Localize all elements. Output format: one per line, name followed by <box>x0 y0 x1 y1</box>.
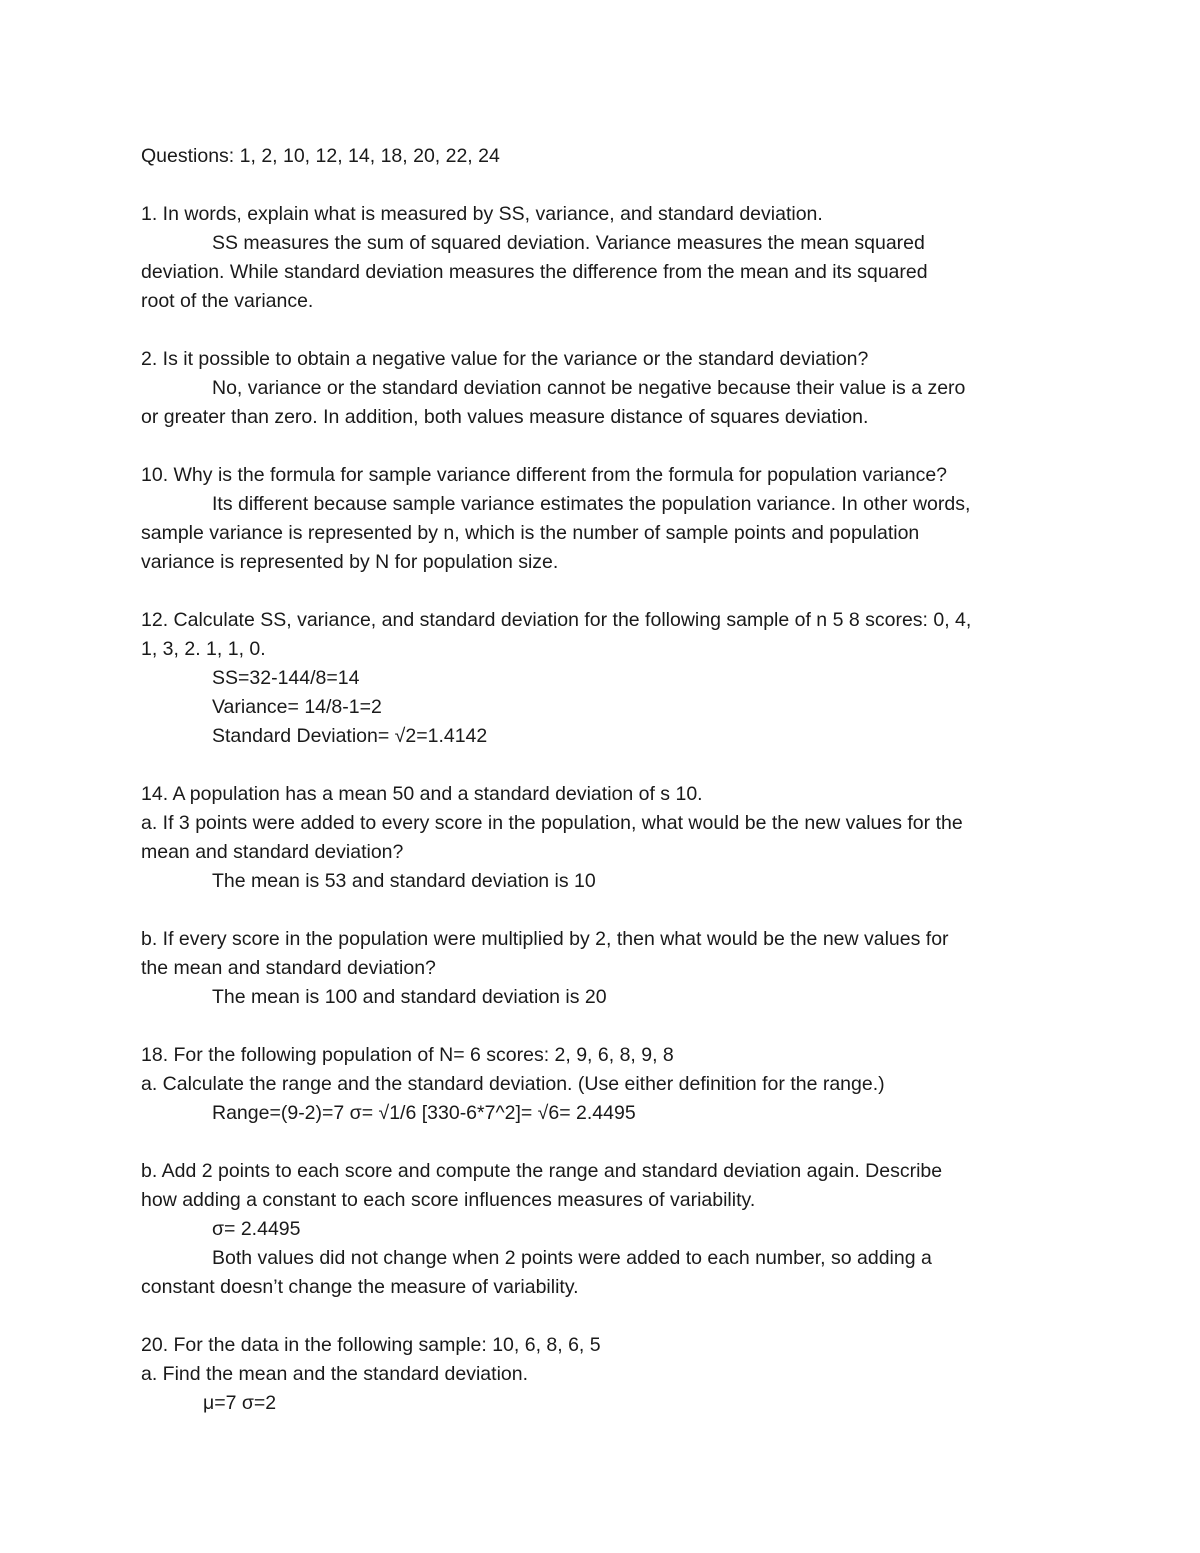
q20a-question: a. Find the mean and the standard deviation. <box>141 1363 529 1385</box>
spacer <box>141 1302 1071 1331</box>
q1-answer-line-1: SS measures the sum of squared deviation. Variance measures the mean squared <box>212 232 925 254</box>
q12-ss: SS=32-144/8=14 <box>212 667 360 689</box>
spacer <box>141 896 1071 925</box>
q14-question: 14. A population has a mean 50 and a standard deviation of s 10. <box>141 783 703 805</box>
spacer <box>141 1012 1071 1041</box>
q14b-question-line-1: b. If every score in the population were multiplied by 2, then what would be the new values for <box>141 928 949 950</box>
spacer <box>141 316 1071 345</box>
q2-answer-line-2: or greater than zero. In addition, both values measure distance of squares deviation. <box>141 406 869 428</box>
q18a-answer: Range=(9-2)=7 σ= √1/6 [330-6*7^2]= √6= 2.4495 <box>212 1102 636 1124</box>
q14a-question-line-1: a. If 3 points were added to every score in the population, what would be the new values for the <box>141 812 963 834</box>
q18b-answer-line-1: Both values did not change when 2 points were added to each number, so adding a <box>212 1247 932 1269</box>
spacer <box>141 751 1071 780</box>
q18-question: 18. For the following population of N= 6 scores: 2, 9, 6, 8, 9, 8 <box>141 1044 674 1066</box>
q20a-answer: μ=7 σ=2 <box>203 1392 277 1414</box>
spacer <box>141 577 1071 606</box>
spacer <box>141 171 1071 200</box>
q14a-answer: The mean is 53 and standard deviation is 10 <box>212 870 596 892</box>
q2-question: 2. Is it possible to obtain a negative value for the variance or the standard deviation? <box>141 348 869 370</box>
q12-question-line-2: 1, 3, 2. 1, 1, 0. <box>141 638 266 660</box>
q18b-question-line-2: how adding a constant to each score influences measures of variability. <box>141 1189 756 1211</box>
q20-question: 20. For the data in the following sample: 10, 6, 8, 6, 5 <box>141 1334 601 1356</box>
q10-question: 10. Why is the formula for sample variance different from the formula for population variance? <box>141 464 948 486</box>
q1-question: 1. In words, explain what is measured by SS, variance, and standard deviation. <box>141 203 823 225</box>
q2-answer-line-1: No, variance or the standard deviation cannot be negative because their value is a zero <box>212 377 966 399</box>
q1-answer-line-3: root of the variance. <box>141 290 314 312</box>
spacer <box>141 1128 1071 1157</box>
q12-variance: Variance= 14/8-1=2 <box>212 696 382 718</box>
q10-answer-line-3: variance is represented by N for population size. <box>141 551 559 573</box>
q12-question-line-1: 12. Calculate SS, variance, and standard deviation for the following sample of n 5 8 scores: 0, 4, <box>141 609 972 631</box>
q14b-question-line-2: the mean and standard deviation? <box>141 957 436 979</box>
q14b-answer: The mean is 100 and standard deviation is 20 <box>212 986 607 1008</box>
q10-answer-line-2: sample variance is represented by n, which is the number of sample points and population <box>141 522 920 544</box>
q10-answer-line-1: Its different because sample variance estimates the population variance. In other words, <box>212 493 971 515</box>
q12-standard-deviation: Standard Deviation= √2=1.4142 <box>212 725 488 747</box>
q18b-sigma: σ= 2.4495 <box>212 1218 301 1240</box>
q14a-question-line-2: mean and standard deviation? <box>141 841 404 863</box>
spacer <box>141 432 1071 461</box>
q18a-question: a. Calculate the range and the standard deviation. (Use either definition for the range.) <box>141 1073 885 1095</box>
q18b-question-line-1: b. Add 2 points to each score and compute the range and standard deviation again. Describe <box>141 1160 943 1182</box>
document-page <box>141 142 1071 1418</box>
q18b-answer-line-2: constant doesn’t change the measure of variability. <box>141 1276 579 1298</box>
questions-header: Questions: 1, 2, 10, 12, 14, 18, 20, 22, 24 <box>141 145 500 167</box>
q1-answer-line-2: deviation. While standard deviation measures the difference from the mean and its squared <box>141 261 928 283</box>
